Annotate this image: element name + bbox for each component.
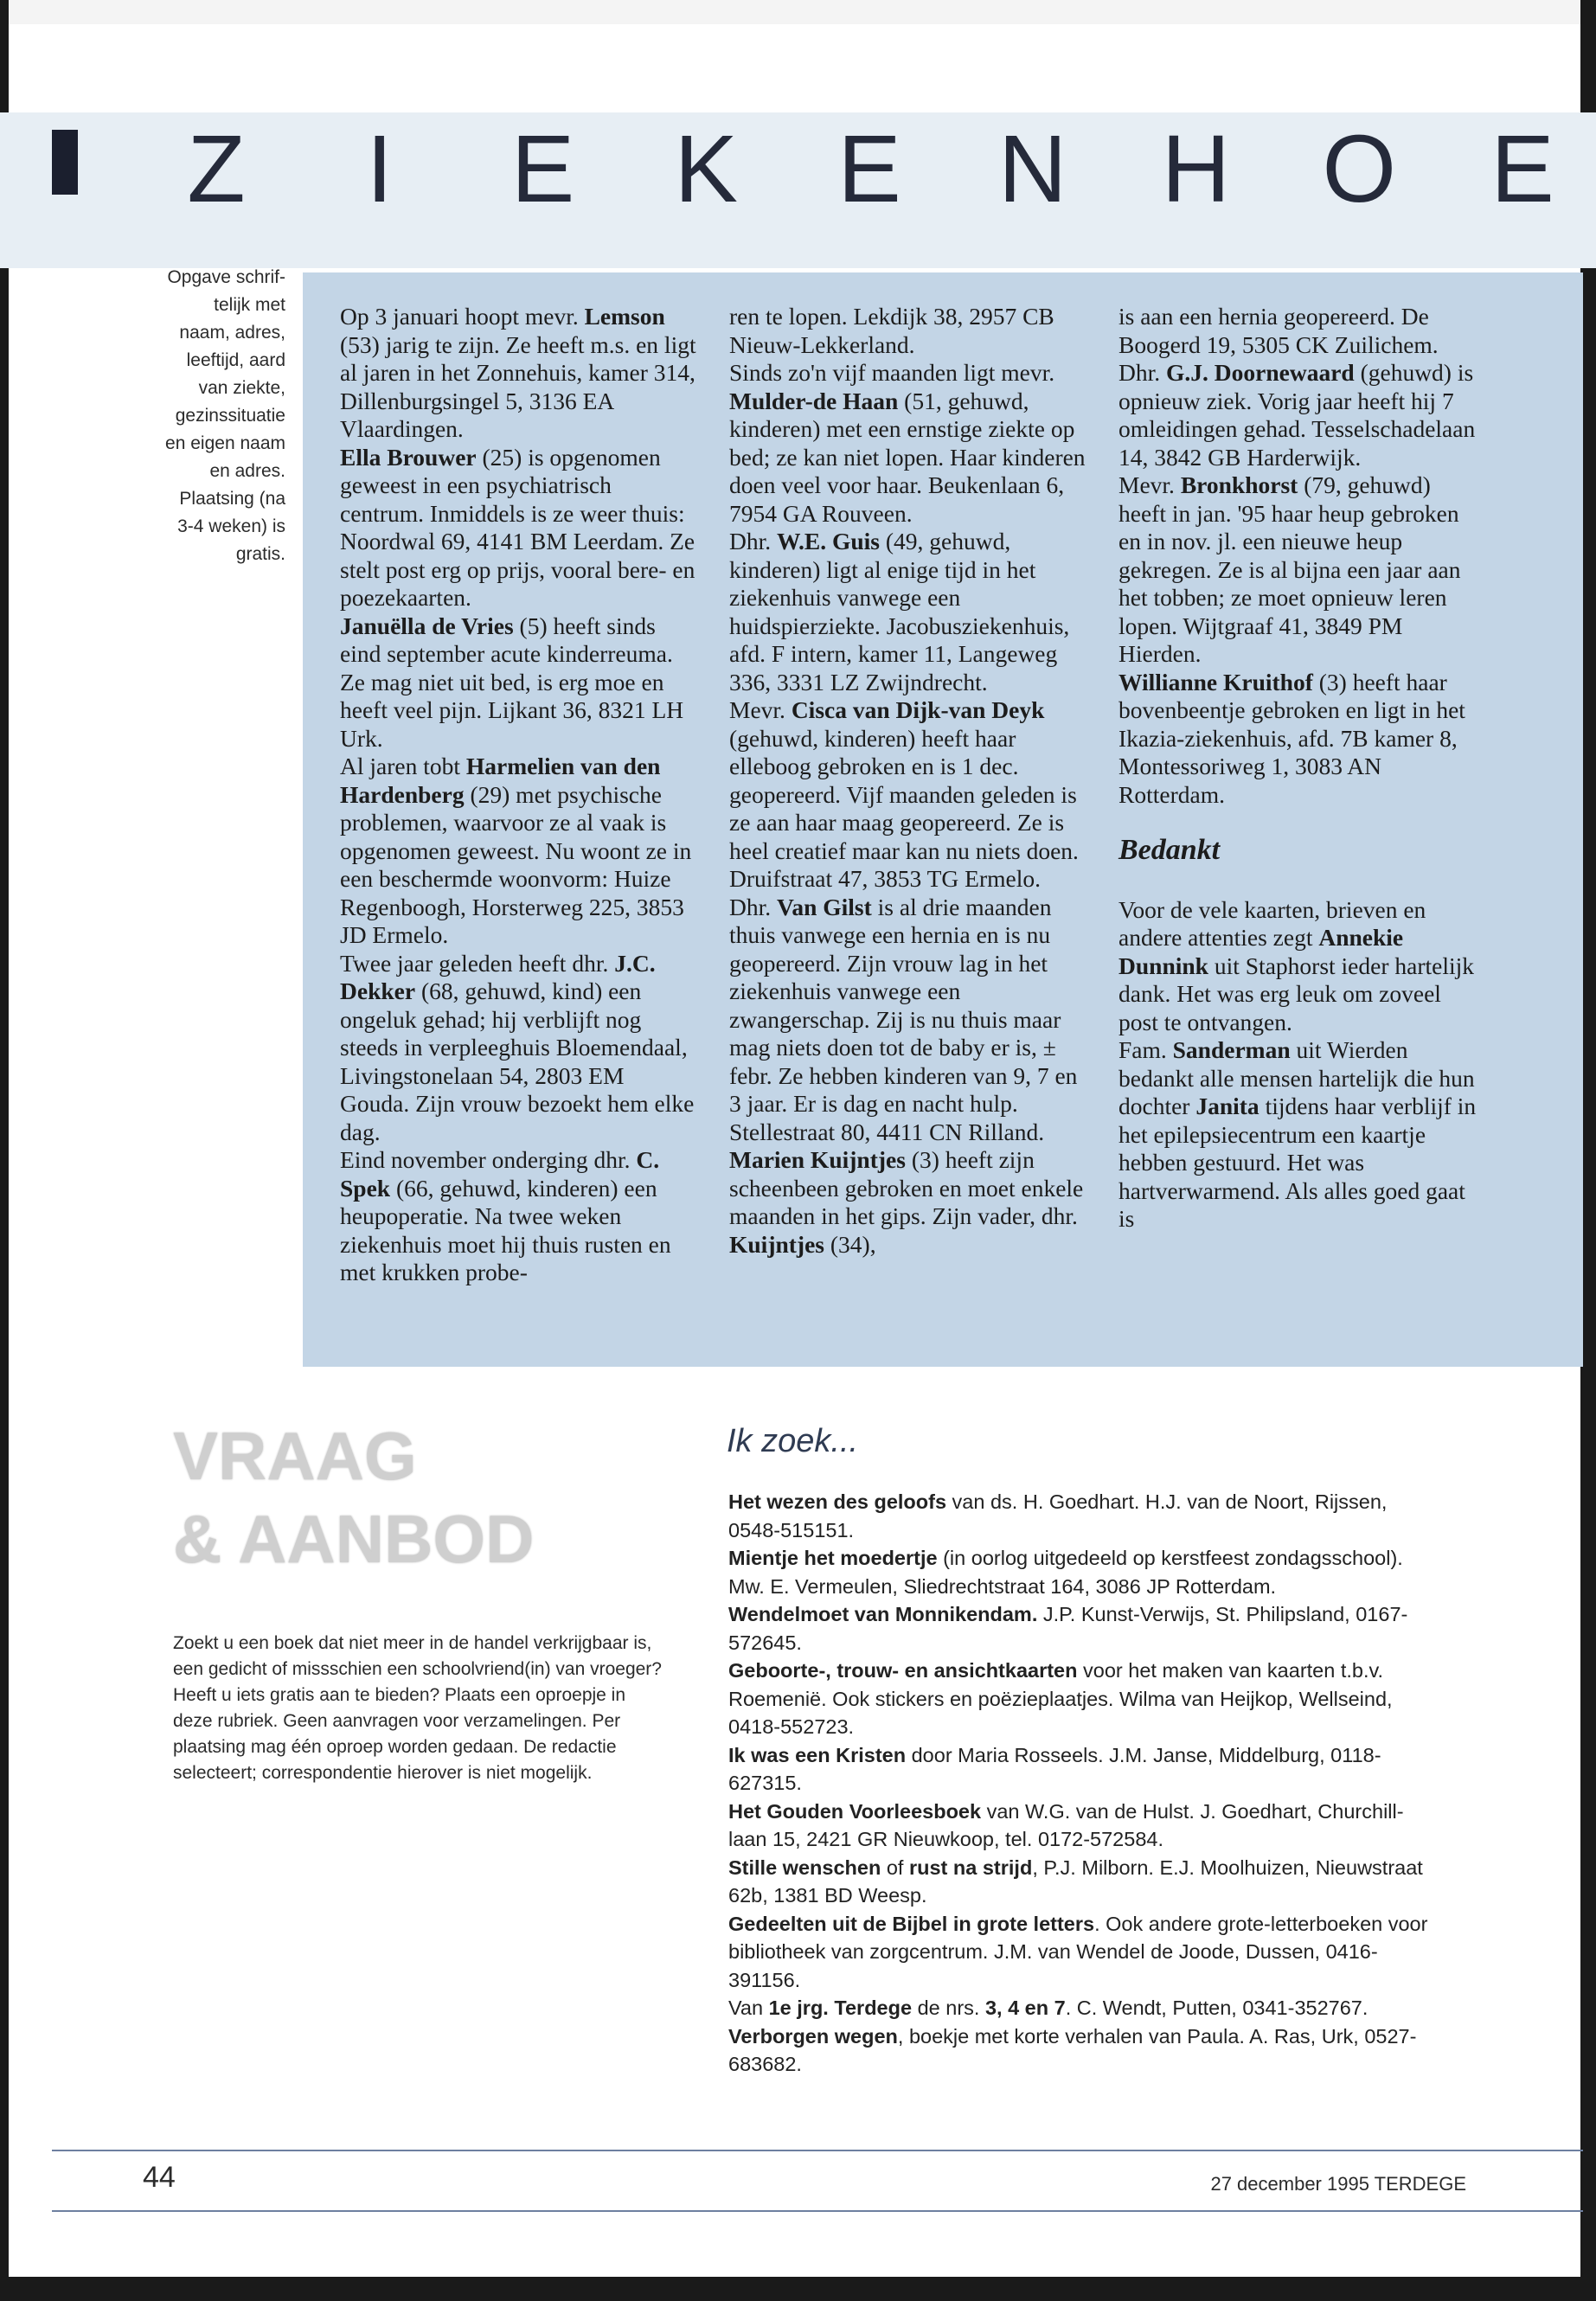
page-edge-top [0, 0, 1596, 24]
bold-run: Ik was een Kristen [728, 1743, 907, 1766]
bold-run: Ella Brouwer [340, 443, 477, 471]
paragraph [728, 1600, 1438, 1657]
text-run: voor het maken van kaarten t.b.v. Roemenië. Ook stickers en poëzieplaatjes. Wilma van Heijkop, Wellseind, 0418-552723. [728, 1659, 1393, 1738]
footer-rule-bottom [52, 2210, 1583, 2212]
submission-note: Opgave schrif- telijk met naam, adres, leeftijd, aard van ziekte, gezinssituatie en eigen naam en adres. Plaatsing (na 3-4 weken) is gratis. [165, 267, 285, 564]
bold-run: 3, 4 en 7 [984, 1997, 1066, 2019]
bold-run: Stille wenschen [728, 1856, 881, 1879]
paragraph [729, 303, 1088, 359]
text-run: Twee jaar geleden heeft dhr. [340, 949, 615, 977]
title-letter: E [837, 115, 901, 222]
text-run: Mevr. [729, 696, 792, 723]
paragraph [728, 1798, 1438, 1854]
text-run: Al jaren tobt [340, 753, 466, 779]
paragraph [1118, 896, 1477, 1037]
text-run: (gehuwd) is opnieuw ziek. Vorig jaar heeft hij 7 omleidingen gehad. Tesselschadelaan 14, 3842 GB Harderwijk. [1118, 359, 1476, 471]
text-run: de nrs. [912, 1997, 985, 2019]
text-run: Mevr. [1118, 471, 1181, 498]
column-3-top [1118, 303, 1477, 809]
text-run: Dhr. [729, 528, 777, 554]
paragraph [728, 2022, 1438, 2079]
paragraph [340, 303, 699, 444]
bold-run: Sanderman [1172, 1036, 1291, 1063]
bold-run: Van Gilst [777, 893, 872, 920]
text-run: . C. Wendt, Putten, 0341-352767. [1065, 1997, 1368, 2019]
bold-run: Wendelmoet van Monnikendam. [728, 1603, 1038, 1625]
vraag-aanbod-title [173, 1414, 606, 1580]
paragraph [1118, 303, 1477, 359]
text-run: J.P. Kunst-Verwijs, St. Philipsland, 0167-572645. [728, 1603, 1408, 1654]
issue-credit: 27 december 1995 TERDEGE [1210, 2173, 1466, 2195]
text-run: Op 3 januari hoopt mevr. [340, 303, 585, 330]
text-run: ren te lopen. Lekdijk 38, 2957 CB Nieuw-Lekkerland. [729, 303, 1054, 358]
bold-run: Mientje het moedertje [728, 1547, 938, 1569]
title-letter: E [510, 115, 575, 222]
title-letter: O [1322, 115, 1397, 222]
text-run: (51, gehuwd, kinderen) met een ernstige ziekte op bed; ze kan niet lopen. Haar kinderen doen veel voor haar. Beukenlaan 6, 7954 GA Rouveen. [729, 387, 1086, 527]
bold-run: Willianne Kruithof [1118, 668, 1313, 695]
title-letter: I [366, 115, 394, 222]
text-run: (79, gehuwd) heeft in jan. '95 haar heup gebroken en in nov. jl. een nieuwe heup gekregen. Ze is al bijna een jaar aan het tobben; ze moet opnieuw leren lopen. Wijtgraaf 41, 3849 PM Hierden. [1118, 471, 1461, 667]
text-run: Voor de vele kaarten, brieven en andere attenties zegt [1118, 895, 1426, 951]
text-run: Eind november onderging dhr. [340, 1146, 637, 1173]
bold-run: Verborgen wegen [728, 2024, 898, 2048]
title-letter: K [674, 115, 738, 222]
paragraph [1118, 669, 1477, 810]
text-run: (3) heeft haar bovenbeentje gebroken en ligt in het Ikazia-ziekenhuis, afd. 7B kamer 8, Montessoriweg 1, 3083 AN Rotterdam. [1118, 668, 1465, 808]
paragraph [340, 1146, 699, 1287]
text-run: Van [728, 1997, 769, 2019]
text-run: (5) heeft sinds eind september acute kinderreuma. Ze mag niet uit bed, is erg moe en heeft veel pijn. Lijkant 36, 8321 LH Urk. [340, 612, 684, 752]
vraag-intro-text: Zoekt u een boek dat niet meer in de handel verkrijgbaar is, een gedicht of missschien een schoolvriend(in) van vroeger? Heeft u iets gratis aan te bieden? Plaats een oproepje in deze rubriek. Geen aanvragen voor verzamelingen. Per plaatsing mag één oproep worden gedaan. De redactie selecteert; correspondentie hierover is niet mogelijk. [173, 1633, 662, 1783]
text-run: (68, gehuwd, kind) een ongeluk gehad; hij verblijft nog steeds in verpleeghuis Bloemendaal, Livingstonelaan 54, 2803 EM Gouda. Zijn vrouw bezoekt hem elke dag. [340, 977, 695, 1145]
text-run: van ds. H. Goedhart. H.J. van de Noort, Rijssen, 0548-515151. [728, 1490, 1388, 1541]
text-run: (3) heeft zijn scheenbeen gebroken en moet enkele maanden in het gips. Zijn vader, dhr. [729, 1146, 1084, 1229]
text-run: (29) met psychische problemen, waarvoor ze al vaak is opgenomen geweest. Nu woont ze in een beschermde woonvorm: Huize Regenboogh, Horsterweg 225, 3853 JD Ermelo. [340, 780, 692, 948]
page-edge-left [0, 0, 9, 2301]
ik-zoek-list [728, 1488, 1438, 2079]
bold-run: W.E. Guis [777, 528, 880, 554]
paragraph [340, 753, 699, 950]
text-run: Sinds zo'n vijf maanden ligt mevr. [729, 359, 1055, 386]
text-run: tijdens haar verblijf in het epilepsiecentrum een kaartje hebben gestuurd. Het was hartverwarmend. Als alles goed gaat is [1118, 1093, 1477, 1232]
paragraph [728, 1741, 1438, 1798]
text-run: uit Staphorst ieder hartelijk dank. Het was erg leuk om zoveel post te ontvangen. [1118, 952, 1474, 1035]
bold-run: Harmelien van den Hardenberg [340, 753, 661, 808]
bold-run: Annekie Dunnink [1118, 924, 1404, 979]
paragraph [729, 528, 1088, 696]
bold-run: Het wezen des geloofs [728, 1490, 947, 1513]
text-run: (gehuwd, kinderen) heeft haar elleboog gebroken en is 1 dec. geopereerd. Vijf maanden geleden is ze aan haar maag geopereerd. Ze is heel creatief maar kan nu niets doen. Druifstraat 47, 3853 TG Ermelo. [729, 724, 1079, 892]
bold-run: C. Spek [340, 1146, 660, 1202]
paragraph [728, 1994, 1438, 2022]
bold-run: rust na strijd [908, 1856, 1033, 1879]
bold-run: Marien Kuijntjes [729, 1146, 906, 1173]
paragraph [1118, 359, 1477, 471]
column-3-bottom [1118, 896, 1477, 1234]
text-run: Dhr. [1118, 359, 1166, 386]
bold-run: Het Gouden Voorleesboek [728, 1799, 982, 1823]
bold-run: Mulder-de Haan [729, 387, 899, 414]
paragraph [728, 1910, 1438, 1995]
section-title [151, 115, 1587, 222]
footer-rule-top [52, 2150, 1583, 2151]
ik-zoek-heading: Ik zoek... [727, 1423, 859, 1459]
text-run: door Maria Rosseels. J.M. Janse, Middelburg, 0118-627315. [728, 1743, 1381, 1794]
title-letter: N [998, 115, 1067, 222]
bold-run: 1e jrg. Terdege [768, 1997, 913, 2019]
bedankt-heading: Bedankt [1118, 834, 1221, 866]
paragraph [728, 1488, 1438, 1544]
column-1 [340, 303, 699, 1287]
text-run: (in oorlog uitgedeeld op kerstfeest zondagsschool). Mw. E. Vermeulen, Sliedrechtstraat 164, 3086 JP Rotterdam. [728, 1547, 1403, 1598]
text-run: . Ook andere grote-letterboeken voor bibliotheek van zorgcentrum. J.M. van Wendel de Joode, Dussen, 0416-391156. [728, 1912, 1428, 1991]
text-run: (49, gehuwd, kinderen) ligt al enige tijd in het ziekenhuis vanwege een huidspierziekte. Jacobusziekenhuis, afd. F intern, kamer 11, Langeweg 336, 3331 LZ Zwijndrecht. [729, 528, 1070, 695]
bold-run: Bronkhorst [1180, 471, 1298, 498]
paragraph [728, 1854, 1438, 1910]
title-letter: H [1161, 115, 1231, 222]
title-letter: Z [187, 115, 246, 222]
text-run: Fam. [1118, 1036, 1173, 1063]
vraag-title-line-2: & AANBOD [173, 1501, 535, 1577]
column-3 [1118, 303, 1477, 1234]
bold-run: Lemson [584, 303, 665, 330]
text-run: (34), [824, 1230, 876, 1258]
bold-run: Januëlla de Vries [340, 612, 514, 639]
text-run: uit Wierden bedankt alle mensen hartelijk die hun dochter [1118, 1036, 1475, 1119]
text-run: Dhr. [729, 893, 777, 920]
text-run: (53) jarig te zijn. Ze heeft m.s. en ligt al jaren in het Zonnehuis, kamer 314, Dillenburgsingel 5, 3136 EA Vlaardingen. [340, 330, 696, 442]
masthead-bar-icon [52, 130, 78, 195]
paragraph [729, 894, 1088, 1147]
paragraph [728, 1544, 1438, 1600]
paragraph [1118, 1036, 1477, 1234]
text-run: van W.G. van de Hulst. J. Goedhart, Churchill-laan 15, 2421 GR Nieuwkoop, tel. 0172-572584. [728, 1799, 1404, 1850]
text-run: , boekje met korte verhalen van Paula. A. Ras, Urk, 0527-683682. [728, 2024, 1417, 2075]
paragraph [728, 1657, 1438, 1741]
paragraph [340, 612, 699, 753]
title-letter: E [1490, 115, 1554, 222]
page-number: 44 [143, 2161, 176, 2194]
bold-run: Janita [1195, 1093, 1259, 1119]
column-2 [729, 303, 1088, 1259]
bold-run: Gedeelten uit de Bijbel in grote letters [728, 1912, 1095, 1935]
text-run: of [881, 1856, 909, 1879]
page-edge-bottom [0, 2277, 1596, 2301]
text-run: (66, gehuwd, kinderen) een heupoperatie. Na twee weken ziekenhuis moet hij thuis rusten en met krukken probe- [340, 1174, 671, 1285]
bold-run: J.C. Dekker [340, 949, 656, 1004]
paragraph [1118, 471, 1477, 669]
text-run: is al drie maanden thuis vanwege een hernia en is nu geopereerd. Zijn vrouw lag in het ziekenhuis vanwege een zwangerschap. Zij is nu thuis maar mag niets doen tot de baby er is, ± febr. Ze hebben kinderen van 9, 7 en 3 jaar. Er is dag en nacht hulp. Stellestraat 80, 4411 CN Rilland. [729, 893, 1078, 1145]
bold-run: Kuijntjes [729, 1230, 824, 1258]
text-run: , P.J. Milborn. E.J. Moolhuizen, Nieuwstraat 62b, 1381 BD Weesp. [728, 1856, 1423, 1907]
bold-run: G.J. Doornewaard [1166, 359, 1355, 386]
text-run: is aan een hernia geopereerd. De Boogerd 19, 5305 CK Zuilichem. [1118, 303, 1439, 358]
text-run: (25) is opgenomen geweest in een psychiatrisch centrum. Inmiddels is ze weer thuis: Noordwal 69, 4141 BM Leerdam. Ze stelt post erg op prijs, vooral bere- en poezekaarten. [340, 443, 695, 611]
bold-run: Cisca van Dijk-van Deyk [791, 696, 1045, 723]
paragraph [729, 1146, 1088, 1259]
bold-run: Geboorte-, trouw- en ansichtkaarten [728, 1659, 1078, 1682]
paragraph [729, 696, 1088, 894]
paragraph [729, 359, 1088, 528]
paragraph [340, 444, 699, 612]
vraag-title-line-1: VRAAG [173, 1418, 417, 1494]
paragraph [340, 950, 699, 1147]
